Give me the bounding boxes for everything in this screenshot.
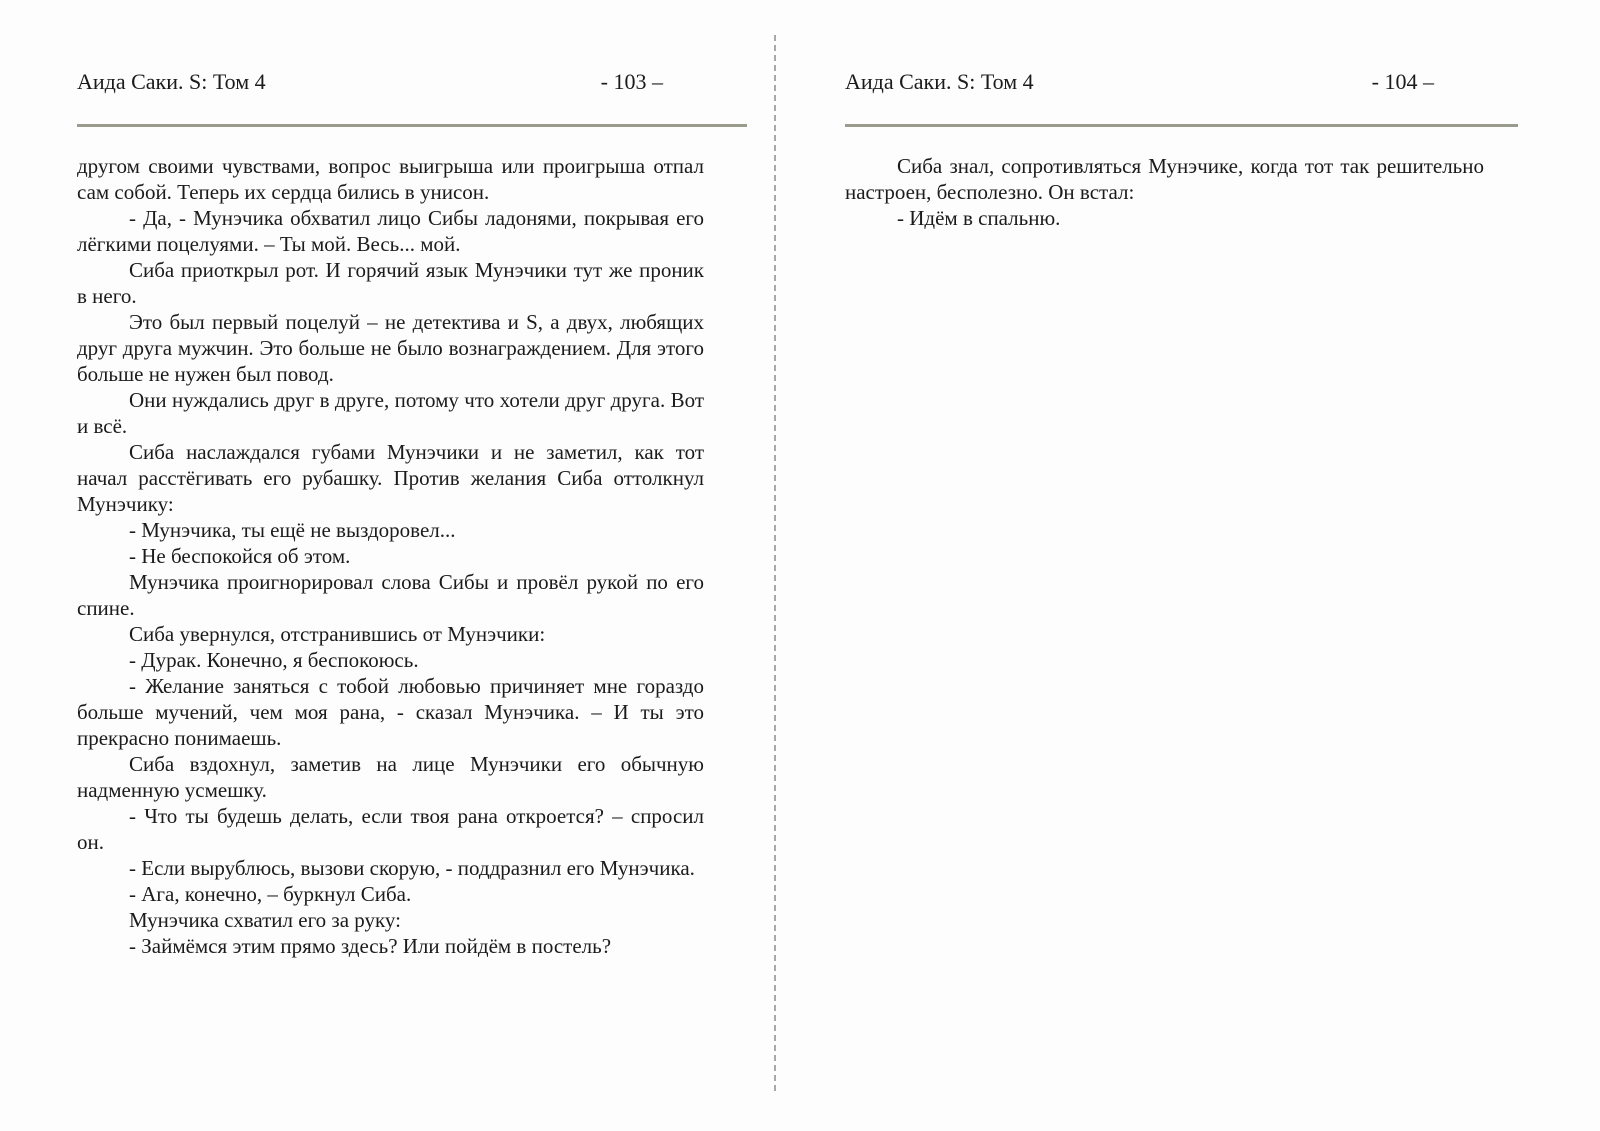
paragraph: Они нуждались друг в друге, потому что хотели друг друга. Вот и всё. — [77, 388, 704, 438]
paragraph: Сиба вздохнул, заметив на лице Мунэчики его обычную надменную усмешку. — [77, 752, 704, 802]
paragraph: - Желание заняться с тобой любовью причиняет мне гораздо больше мучений, чем моя рана, - сказал Мунэчика. – И ты это прекрасно понимаешь. — [77, 674, 704, 750]
paragraph: - Что ты будешь делать, если твоя рана откроется? – спросил он. — [77, 804, 704, 854]
paragraph: Сиба увернулся, отстранившись от Мунэчики: — [129, 622, 546, 646]
page-divider — [774, 35, 776, 1091]
paragraph: Сиба знал, сопротивляться Мунэчике, когда тот так решительно настроен, бесполезно. Он встал: — [845, 154, 1484, 204]
paragraph: - Ага, конечно, – буркнул Сиба. — [129, 882, 412, 906]
paragraph: Это был первый поцелуй – не детектива и S, а двух, любящих друг друга мужчин. Это больше не было вознаграждением. Для этого больше не нужен был повод. — [77, 310, 704, 386]
paragraph: - Займёмся этим прямо здесь? Или пойдём в постель? — [129, 934, 612, 958]
left-page-number: - 103 – — [600, 69, 663, 94]
paragraph: - Не беспокойся об этом. — [129, 544, 351, 568]
right-book-title: Аида Саки. S: Том 4 — [845, 69, 1034, 94]
page-right — [845, 60, 1518, 231]
paragraph: Мунэчика схватил его за руку: — [129, 908, 401, 932]
page-left — [77, 60, 747, 959]
paragraph: - Если вырублюсь, вызови скорую, - поддразнил его Мунэчика. — [129, 856, 695, 880]
left-page-body — [77, 153, 704, 959]
paragraph: Сиба наслаждался губами Мунэчики и не заметил, как тот начал расстёгивать его рубашку. Против желания Сиба оттолкнул Мунэчику: — [77, 440, 704, 516]
paragraph: - Мунэчика, ты ещё не выздоровел... — [129, 518, 456, 542]
left-book-title: Аида Саки. S: Том 4 — [77, 69, 266, 94]
paragraph: другом своими чувствами, вопрос выигрыша или проигрыша отпал сам собой. Теперь их сердца бились в унисон. — [77, 154, 704, 204]
paragraph: Мунэчика проигнорировал слова Сибы и провёл рукой по его спине. — [77, 570, 704, 620]
paragraph: - Идём в спальню. — [897, 206, 1061, 230]
right-page-header — [845, 60, 1518, 96]
right-page-body — [845, 153, 1484, 231]
left-page-header — [77, 60, 747, 96]
paragraph: - Дурак. Конечно, я беспокоюсь. — [129, 648, 419, 672]
paragraph: - Да, - Мунэчика обхватил лицо Сибы ладонями, покрывая его лёгкими поцелуями. – Ты мой. Весь... мой. — [77, 206, 704, 256]
right-page-number: - 104 – — [1371, 69, 1434, 94]
right-header-rule — [845, 124, 1518, 127]
left-header-rule — [77, 124, 747, 127]
paragraph: Сиба приоткрыл рот. И горячий язык Мунэчики тут же проник в него. — [77, 258, 704, 308]
